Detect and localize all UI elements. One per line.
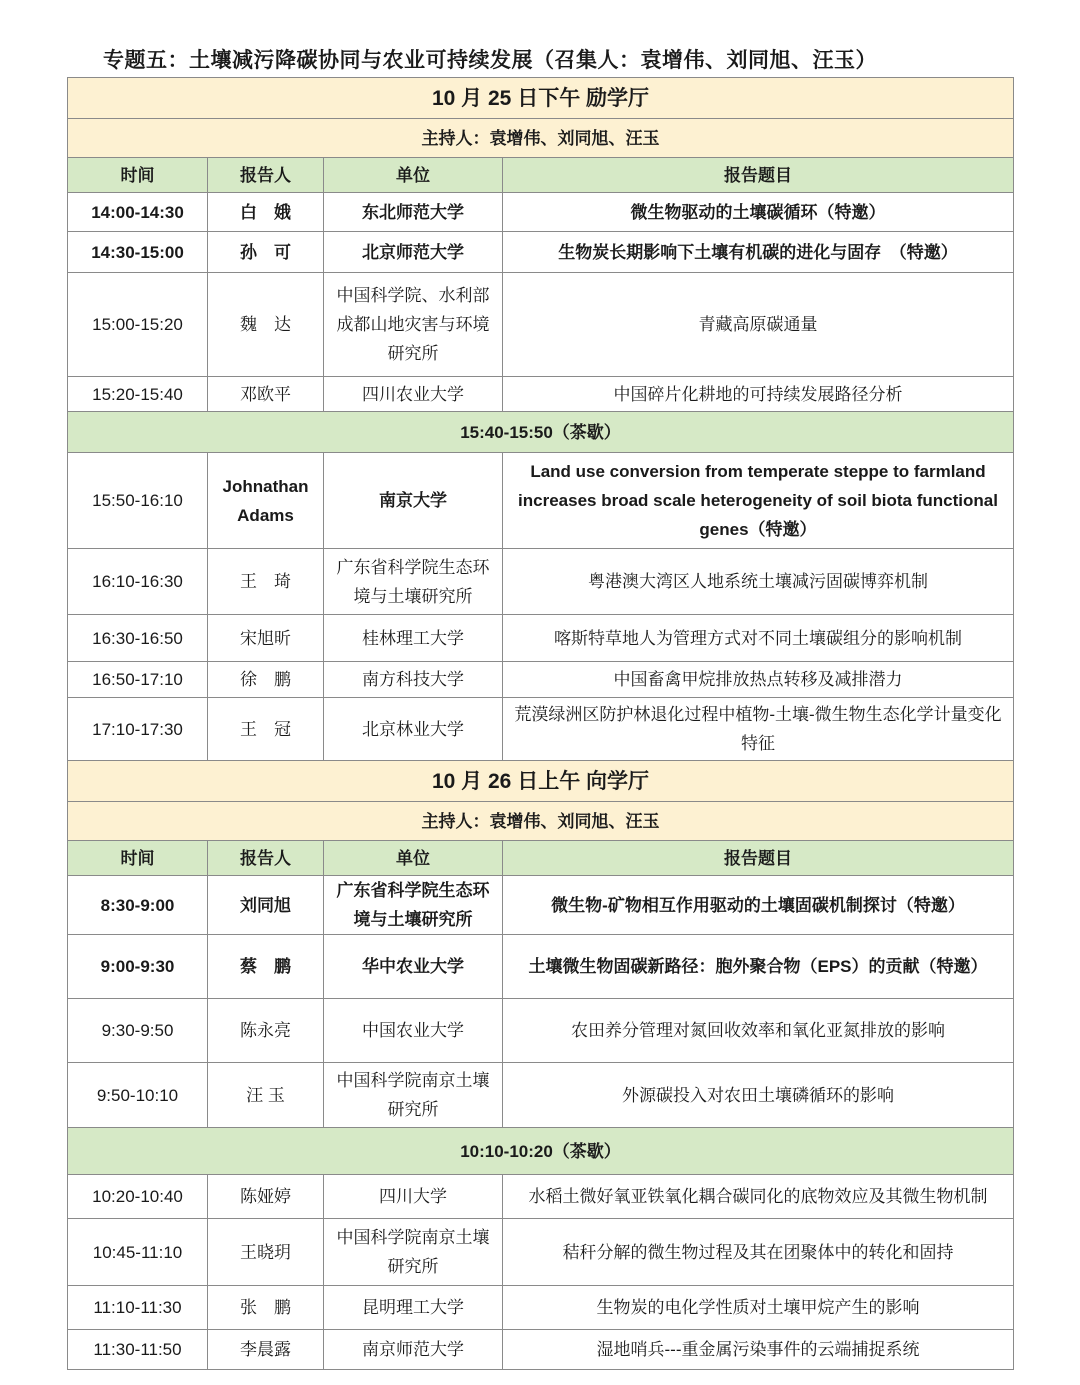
tea-break-row <box>68 1128 1014 1175</box>
unit-cell: 北京师范大学 <box>324 232 503 273</box>
unit-cell: 四川农业大学 <box>324 377 503 412</box>
unit-cell: 广东省科学院生态环境与土壤研究所 <box>324 549 503 615</box>
speaker-cell: 王 冠 <box>208 698 324 761</box>
table-row <box>68 615 1014 662</box>
table-row <box>68 999 1014 1063</box>
table-row <box>68 193 1014 232</box>
session-host-row <box>68 119 1014 158</box>
session-host-row <box>68 802 1014 841</box>
topic-cell: 外源碳投入对农田土壤磷循环的影响 <box>503 1063 1014 1128</box>
topic-cell: 水稻土微好氧亚铁氧化耦合碳同化的底物效应及其微生物机制 <box>503 1175 1014 1219</box>
table-row <box>68 377 1014 412</box>
unit-cell: 南京师范大学 <box>324 1330 503 1370</box>
speaker-cell: 魏 达 <box>208 273 324 377</box>
topic-cell: 中国碎片化耕地的可持续发展路径分析 <box>503 377 1014 412</box>
topic-cell: 农田养分管理对氮回收效率和氧化亚氮排放的影响 <box>503 999 1014 1063</box>
time-cell: 16:10-16:30 <box>68 549 208 615</box>
topic-cell: 微生物-矿物相互作用驱动的土壤固碳机制探讨（特邀） <box>503 876 1014 935</box>
speaker-cell: 邓欧平 <box>208 377 324 412</box>
speaker-cell: 陈永亮 <box>208 999 324 1063</box>
table-row <box>68 549 1014 615</box>
time-cell: 8:30-9:00 <box>68 876 208 935</box>
column-header-row <box>68 841 1014 876</box>
speaker-cell: 汪 玉 <box>208 1063 324 1128</box>
speaker-cell: 王晓玥 <box>208 1219 324 1286</box>
unit-cell: 中国科学院南京土壤研究所 <box>324 1063 503 1128</box>
topic-cell: 微生物驱动的土壤碳循环（特邀） <box>503 193 1014 232</box>
time-cell: 9:00-9:30 <box>68 935 208 999</box>
speaker-cell: Johnathan Adams <box>208 453 324 549</box>
table-row <box>68 453 1014 549</box>
speaker-cell: 张 鹏 <box>208 1286 324 1330</box>
speaker-cell: 白 娥 <box>208 193 324 232</box>
time-cell: 10:20-10:40 <box>68 1175 208 1219</box>
unit-cell: 华中农业大学 <box>324 935 503 999</box>
time-cell: 9:30-9:50 <box>68 999 208 1063</box>
column-header-speaker: 报告人 <box>208 158 324 193</box>
column-header-time: 时间 <box>68 841 208 876</box>
unit-cell: 北京林业大学 <box>324 698 503 761</box>
table-row <box>68 1219 1014 1286</box>
column-header-topic: 报告题目 <box>503 158 1014 193</box>
time-cell: 11:10-11:30 <box>68 1286 208 1330</box>
topic-cell: 粤港澳大湾区人地系统土壤减污固碳博弈机制 <box>503 549 1014 615</box>
speaker-cell: 陈娅婷 <box>208 1175 324 1219</box>
time-cell: 14:30-15:00 <box>68 232 208 273</box>
speaker-cell: 孙 可 <box>208 232 324 273</box>
column-header-unit: 单位 <box>324 158 503 193</box>
topic-cell: 生物炭长期影响下土壤有机碳的进化与固存 （特邀） <box>503 232 1014 273</box>
table-row <box>68 662 1014 698</box>
topic-cell: 湿地哨兵---重金属污染事件的云端捕捉系统 <box>503 1330 1014 1370</box>
unit-cell: 四川大学 <box>324 1175 503 1219</box>
topic-cell: 中国畜禽甲烷排放热点转移及减排潜力 <box>503 662 1014 698</box>
unit-cell: 中国农业大学 <box>324 999 503 1063</box>
time-cell: 10:45-11:10 <box>68 1219 208 1286</box>
speaker-cell: 徐 鹏 <box>208 662 324 698</box>
table-row <box>68 1063 1014 1128</box>
column-header-speaker: 报告人 <box>208 841 324 876</box>
topic-cell: 生物炭的电化学性质对土壤甲烷产生的影响 <box>503 1286 1014 1330</box>
tea-break-row <box>68 412 1014 453</box>
table-row <box>68 698 1014 761</box>
time-cell: 11:30-11:50 <box>68 1330 208 1370</box>
table-row <box>68 1330 1014 1370</box>
topic-cell: 青藏高原碳通量 <box>503 273 1014 377</box>
time-cell: 16:30-16:50 <box>68 615 208 662</box>
column-header-topic: 报告题目 <box>503 841 1014 876</box>
table-row <box>68 232 1014 273</box>
topic-cell: 土壤微生物固碳新路径：胞外聚合物（EPS）的贡献（特邀） <box>503 935 1014 999</box>
time-cell: 9:50-10:10 <box>68 1063 208 1128</box>
speaker-cell: 王 琦 <box>208 549 324 615</box>
table-row <box>68 876 1014 935</box>
session-date: 10 月 25 日下午 励学厅 <box>68 78 1014 119</box>
page-title: 专题五：土壤减污降碳协同与农业可持续发展（召集人：袁增伟、刘同旭、汪玉） <box>103 49 877 72</box>
tea-break: 15:40-15:50（茶歇） <box>68 412 1014 453</box>
session-date: 10 月 26 日上午 向学厅 <box>68 761 1014 802</box>
topic-cell: 荒漠绿洲区防护林退化过程中植物-土壤-微生物生态化学计量变化特征 <box>503 698 1014 761</box>
session-host: 主持人：袁增伟、刘同旭、汪玉 <box>68 119 1014 158</box>
session-date-row <box>68 761 1014 802</box>
unit-cell: 中国科学院南京土壤研究所 <box>324 1219 503 1286</box>
time-cell: 15:00-15:20 <box>68 273 208 377</box>
topic-cell: 喀斯特草地人为管理方式对不同土壤碳组分的影响机制 <box>503 615 1014 662</box>
column-header-time: 时间 <box>68 158 208 193</box>
column-header-unit: 单位 <box>324 841 503 876</box>
speaker-cell: 刘同旭 <box>208 876 324 935</box>
table-row <box>68 1286 1014 1330</box>
table-row <box>68 935 1014 999</box>
unit-cell: 东北师范大学 <box>324 193 503 232</box>
session-date-row <box>68 78 1014 119</box>
time-cell: 16:50-17:10 <box>68 662 208 698</box>
unit-cell: 南方科技大学 <box>324 662 503 698</box>
topic-cell: Land use conversion from temperate steppe to farmland increases broad scale heterogeneity of soil biota functional genes（特邀） <box>503 453 1014 549</box>
time-cell: 15:50-16:10 <box>68 453 208 549</box>
unit-cell: 桂林理工大学 <box>324 615 503 662</box>
speaker-cell: 李晨露 <box>208 1330 324 1370</box>
column-header-row <box>68 158 1014 193</box>
session-host: 主持人：袁增伟、刘同旭、汪玉 <box>68 802 1014 841</box>
time-cell: 15:20-15:40 <box>68 377 208 412</box>
schedule-table <box>67 77 1014 1370</box>
table-row <box>68 273 1014 377</box>
topic-cell: 秸秆分解的微生物过程及其在团聚体中的转化和固持 <box>503 1219 1014 1286</box>
speaker-cell: 宋旭昕 <box>208 615 324 662</box>
unit-cell: 南京大学 <box>324 453 503 549</box>
time-cell: 17:10-17:30 <box>68 698 208 761</box>
tea-break: 10:10-10:20（茶歇） <box>68 1128 1014 1175</box>
time-cell: 14:00-14:30 <box>68 193 208 232</box>
unit-cell: 中国科学院、水利部成都山地灾害与环境研究所 <box>324 273 503 377</box>
table-row <box>68 1175 1014 1219</box>
unit-cell: 昆明理工大学 <box>324 1286 503 1330</box>
speaker-cell: 蔡 鹏 <box>208 935 324 999</box>
unit-cell: 广东省科学院生态环境与土壤研究所 <box>324 876 503 935</box>
